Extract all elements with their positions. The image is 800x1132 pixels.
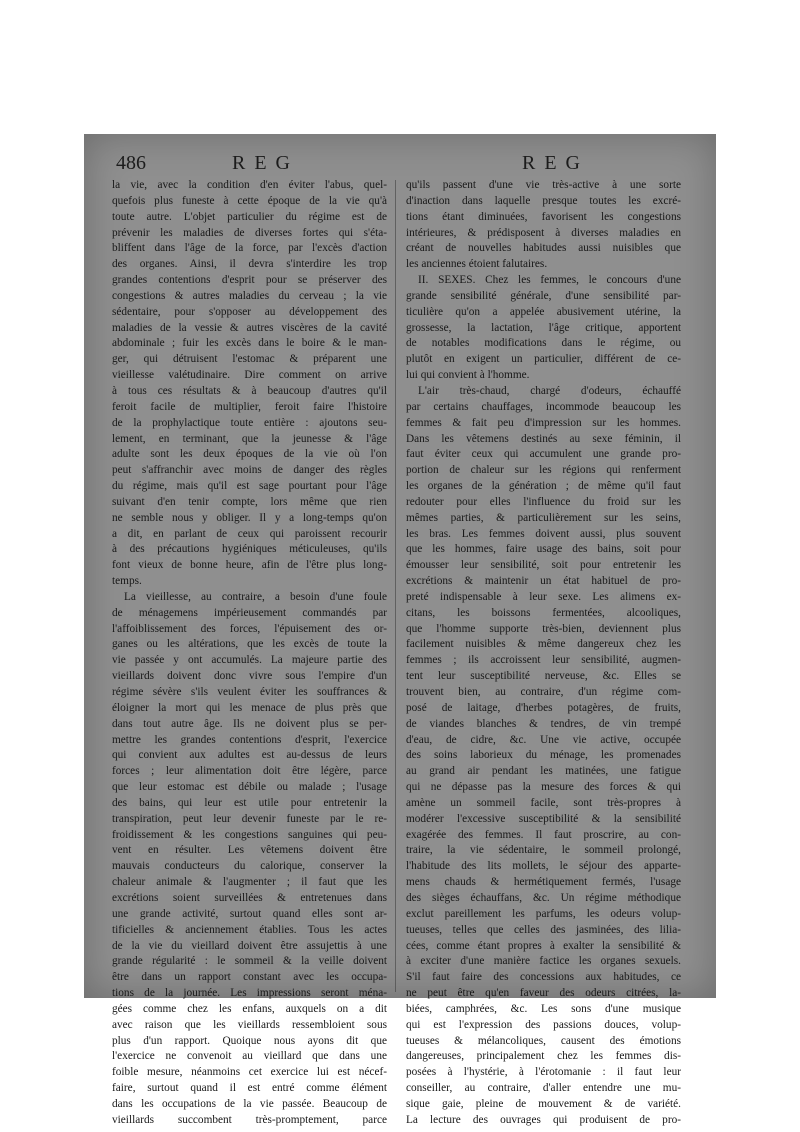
text-line: de ménagemens impérieusement commandés par xyxy=(112,606,387,619)
text-line: ne peut être qu'en faveur des odeurs citrées, la- xyxy=(406,987,681,1000)
text-line: modérer l'excessive susceptibilité & la sensibilité xyxy=(406,812,681,825)
text-line: grande sensibilité générale, d'une sensibilité par- xyxy=(406,289,681,302)
text-line: les bras. Les femmes doivent aussi, plus souvent xyxy=(406,527,681,540)
text-line: gées comme chez les enfans, auxquels on a dit xyxy=(112,1002,387,1015)
text-line: feroit facile de multiplier, feroit faire l'histoire xyxy=(112,400,387,413)
text-line: régime sévère s'ils veulent éviter les souffrances & xyxy=(112,686,387,698)
text-line: vie passée y ont accumulés. La majeure partie des xyxy=(112,654,387,667)
text-line: mauvais conducteurs du calorique, conserver la xyxy=(112,860,387,873)
text-line: l'affoiblissement des forces, l'épuisement des or- xyxy=(112,622,387,635)
text-line: lui qui convient à l'homme. xyxy=(406,369,530,382)
text-line: des organes. Ainsi, il devra s'interdire les trop xyxy=(112,258,387,271)
text-line: au grand air pendant les matinées, une fatigue xyxy=(406,765,681,778)
text-line: dans les occupations de la vie passée. Beaucoup de xyxy=(112,1097,387,1110)
text-line: du régime, mais qu'il est sage pourtant pour l'âge xyxy=(112,480,387,493)
running-head-left: REG xyxy=(232,152,299,174)
text-line: L'air très-chaud, chargé d'odeurs, échauffé xyxy=(418,384,681,397)
text-line: S'il faut faire des concessions aux habitudes, ce xyxy=(406,971,681,984)
text-line: exclut pareillement les parfums, les odeurs volup- xyxy=(406,907,681,920)
text-line: éloigner la mort qui les menace de plus près que xyxy=(112,701,387,714)
text-line: tions étant diminuées, favorisent les congestions xyxy=(406,210,681,223)
text-line: conseiller, au contraire, d'aller entendre une mu- xyxy=(406,1082,681,1095)
text-line: biées, camphrées, &c. Les sons d'une musique xyxy=(406,1002,681,1015)
text-line: La vieillesse, au contraire, a besoin d'une foule xyxy=(124,590,387,603)
text-column-left xyxy=(112,178,387,1126)
text-line: abdominale ; fuir les excès dans le boire & le man- xyxy=(112,337,387,350)
text-line: trouvent bien, au contraire, d'un régime com- xyxy=(406,686,681,698)
column-divider xyxy=(395,180,396,992)
text-line: faut éviter ceux qui accumulent une grande pro- xyxy=(406,448,681,461)
text-line: qui est l'expression des passions douces, volup- xyxy=(406,1018,681,1031)
text-line: dans tout autre âge. Ils ne doivent plus se per- xyxy=(112,717,387,730)
text-line: d'eau, de cidre, &c. Une vie active, occupée xyxy=(406,733,681,746)
text-line: vieillesse valétudinaire. Dire comment on arrive xyxy=(112,369,387,382)
text-line: faire, surtout quand il est entré comme élément xyxy=(112,1082,387,1095)
text-line: ticulière qu'on a appelée abusivement utérine, la xyxy=(406,305,681,318)
text-line: II. SEXES. Chez les femmes, le concours d'une xyxy=(418,274,681,287)
text-line: congestions & autres maladies du cerveau ; la vie xyxy=(112,289,387,302)
text-line: les organes de la génération ; de même qu'il faut xyxy=(406,480,681,493)
text-line: forces ; leur alimentation doit être légère, parce xyxy=(112,765,387,778)
text-line: de la vie du vieillard doivent être assujettis à une xyxy=(112,939,387,952)
text-line: posées à l'hystérie, à l'érotomanie : il faut leur xyxy=(406,1066,681,1079)
text-line: grande régularité : le sommeil & la veille doivent xyxy=(112,955,387,968)
text-line: mêmes parties, & particulièrement sur les seins, xyxy=(406,511,681,524)
text-line: tent leur susceptibilité nerveuse, &c. Elles se xyxy=(406,670,681,683)
text-line: par certains chauffages, incommode beaucoup les xyxy=(406,400,681,413)
text-line: excrétions & maintenir un état habituel de pro- xyxy=(406,575,681,588)
text-line: toute autre. L'objet particulier du régime est de xyxy=(112,210,387,223)
text-line: La lecture des ouvrages qui produisent de pro- xyxy=(406,1113,681,1126)
text-line: tificielles & anciennement établies. Tous les actes xyxy=(112,923,387,936)
scanned-page xyxy=(84,134,716,1126)
text-line: l'exercice ne convenoit au vieillard que dans une xyxy=(112,1050,387,1063)
text-line: quefois plus funeste à cette époque de la vie qu'à xyxy=(112,194,387,207)
text-line: temps. xyxy=(112,575,142,588)
text-line: suivant d'en tenir compte, lors même que rien xyxy=(112,495,387,508)
text-line: des sièges échauffans, &c. Un régime méthodique xyxy=(406,891,681,904)
text-line: grossesse, la lactation, l'âge critique, apportent xyxy=(406,321,681,334)
text-line: dangereuses, principalement chez les femmes dis- xyxy=(406,1050,681,1063)
text-line: traire, la vie sédentaire, le sommeil prolongé, xyxy=(406,844,681,857)
text-line: lement, en terminant, que la jeunesse & l'âge xyxy=(112,432,387,445)
page-number: 486 xyxy=(116,152,146,174)
text-line: chaleur animale & l'augmenter ; il faut que les xyxy=(112,876,387,889)
text-line: ne semble nous y obliger. Il y a long-temps qu'on xyxy=(112,511,387,524)
text-line: vieillards doivent donc vivre sous l'empire d'un xyxy=(112,670,387,683)
text-line: grandes contentions d'esprit pour se préserver des xyxy=(112,274,387,287)
text-line: froidissement & les congestions sanguines qui peu- xyxy=(112,828,387,841)
text-line: portion de chaleur sur les régions qui renferment xyxy=(406,464,681,477)
text-line: redouter pour elles l'influence du froid sur les xyxy=(406,495,681,508)
text-line: de notables modifications dans le régime, ou xyxy=(406,337,681,350)
text-line: à exciter d'une manière factice les organes sexuels. xyxy=(406,955,681,968)
text-line: femmes ; ils accroissent leur sensibilité, augmen- xyxy=(406,654,681,667)
text-line: émousser leur sensibilité, soit pour entretenir les xyxy=(406,559,681,572)
text-line: avec raison que les vieillards ressembloient sous xyxy=(112,1018,387,1031)
text-line: qui convient aux adultes est au-dessus de leurs xyxy=(112,749,387,762)
text-line: l'habitude des lits mollets, le séjour des apparte- xyxy=(406,860,681,873)
text-line: cées, comme étant propres à exalter la sensibilité & xyxy=(406,939,681,952)
text-line: transpiration, peut leur devenir funeste par le re- xyxy=(112,812,387,825)
text-column-right xyxy=(406,178,681,1126)
text-line: plus d'un rapport. Quoique nous ayons dit que xyxy=(112,1034,387,1047)
text-line: les anciennes étoient falutaires. xyxy=(406,258,548,271)
running-head-right: REG xyxy=(522,152,589,174)
text-line: une grande activité, surtout quand elles sont ar- xyxy=(112,907,387,920)
text-line: tueuses, telles que celles des jasminées, des lilia- xyxy=(406,923,681,936)
text-line: des bains, qui leur est utile pour entretenir la xyxy=(112,796,387,809)
text-line: foible mesure, néanmoins cet exercice lui est nécef- xyxy=(112,1066,387,1079)
text-line: que l'homme supporte très-bien, deviennent plus xyxy=(406,622,681,635)
text-line: peut s'affranchir avec moins de danger des règles xyxy=(112,464,387,477)
text-line: plutôt en exigent un particulier, différent de ce- xyxy=(406,353,681,366)
text-line: la vie, avec la condition d'en éviter l'abus, quel- xyxy=(112,179,387,191)
text-line: à des précautions hygiéniques méticuleuses, qu'ils xyxy=(112,543,387,556)
text-line: tueuses & mélancoliques, causent des émotions xyxy=(406,1034,681,1047)
text-line: excrétions soient surveillées & entretenues dans xyxy=(112,891,387,904)
text-line: preté indispensable à leur sexe. Les alimens ex- xyxy=(406,590,681,603)
text-line: exagérée des femmes. Il faut proscrire, au con- xyxy=(406,828,681,841)
text-line: Dans les vêtemens destinés au sexe féminin, il xyxy=(406,432,681,445)
text-line: mens chauds & hermétiquement fermés, l'usage xyxy=(406,876,681,889)
text-line: ger, qui détruisent l'estomac & préparent une xyxy=(112,353,387,366)
text-line: font vieux de bonne heure, afin de l'être plus long- xyxy=(112,559,387,572)
text-line: ganes ou les altérations, que les excès de toute la xyxy=(112,638,387,651)
text-line: à tous ces résultats & à beaucoup d'autres qu'il xyxy=(112,384,387,397)
text-line: intérieures, & prédisposent à diverses maladies en xyxy=(406,226,681,239)
text-line: mettre les grandes contentions d'esprit, l'exercice xyxy=(112,733,387,746)
text-line: posé de laitage, d'herbes potagères, de fruits, xyxy=(406,701,681,714)
text-line: d'inaction dans laquelle presque toutes les excré- xyxy=(406,194,681,207)
text-line: prévenir les maladies de diverses fortes qui s'éta- xyxy=(112,226,387,239)
text-line: créant de nouvelles habitudes aussi nuisibles que xyxy=(406,242,681,255)
text-line: amène un sommeil facile, sont très-propres à xyxy=(406,796,681,809)
text-line: tions de la journée. Les impressions seront ména- xyxy=(112,987,387,1000)
text-line: vieillards succombent très-promptement, parce xyxy=(112,1113,387,1126)
text-line: être dans un rapport constant avec les occupa- xyxy=(112,971,387,984)
text-line: qui ne dépasse pas la mesure des forces & qui xyxy=(406,781,681,794)
text-line: qu'ils passent d'une vie très-active à une sorte xyxy=(406,179,681,191)
text-line: vent en résulter. Les vêtemens doivent être xyxy=(112,844,387,857)
text-line: bliffent dans l'âge de la force, par l'excès d'action xyxy=(112,242,387,255)
text-line: facilement nuisibles & même dangereux chez les xyxy=(406,638,681,651)
text-line: a dit, en parlant de ceux qui paroissent recourir xyxy=(112,527,387,540)
text-line: que leur estomac est débile ou malade ; l'usage xyxy=(112,781,387,794)
text-line: que les hommes, faire usage des bains, soit pour xyxy=(406,543,681,556)
text-line: sédentaire, pour s'opposer au développement des xyxy=(112,305,387,318)
text-line: sique gaie, pleine de mouvement & de variété. xyxy=(406,1097,681,1110)
text-line: de viandes blanches & tendres, de vin trempé xyxy=(406,717,681,730)
text-line: maladies de la vessie & autres viscères de la cavité xyxy=(112,321,387,334)
text-line: adulte sont les deux époques de la vie où l'on xyxy=(112,448,387,461)
text-line: citans, les boissons fermentées, alcooliques, xyxy=(406,606,681,619)
text-line: femmes & fait peu d'impression sur les hommes. xyxy=(406,416,681,429)
text-line: de la prophylactique toute entière : ajoutons seu- xyxy=(112,416,387,429)
text-line: des soins laborieux du ménage, les promenades xyxy=(406,749,681,762)
